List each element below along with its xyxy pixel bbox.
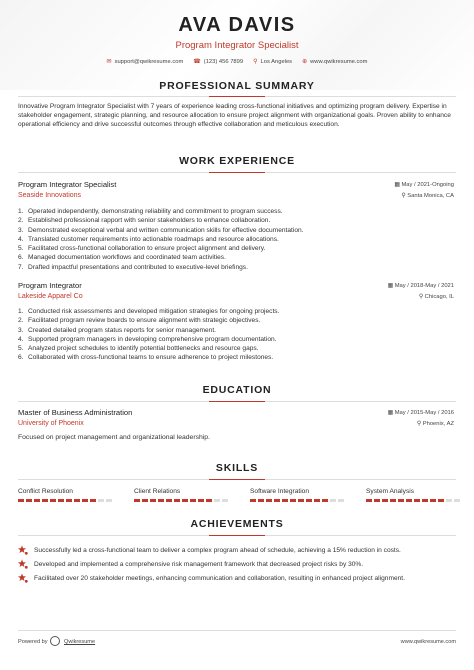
skill-segment: [50, 499, 56, 502]
skill-item: [134, 488, 228, 502]
summary-rule: [18, 96, 456, 97]
job-date: ▦ May / 2018-May / 2021: [387, 283, 454, 289]
education-description: Focused on project management and organizational leadership.: [18, 434, 210, 441]
skill-segment: [150, 499, 156, 502]
company-name: Lakeside Apparel Co: [18, 293, 83, 300]
bullet-text: Supported program managers in developing comprehensive program documentation.: [28, 335, 277, 343]
bullet-item: [18, 216, 438, 225]
summary-heading: PROFESSIONAL SUMMARY: [159, 80, 315, 92]
contact-website[interactable]: [302, 58, 367, 65]
skill-segment: [214, 499, 220, 502]
skills-rule: [18, 479, 456, 480]
skill-segment: [26, 499, 32, 502]
bullet-number: 1.: [18, 208, 24, 215]
award-star-icon: [18, 545, 28, 555]
brand-link[interactable]: Qwikresume: [64, 639, 96, 645]
education-rule: [18, 401, 456, 402]
skill-segment: [314, 499, 320, 502]
award-star-icon: [18, 559, 28, 569]
phone-icon: ☎: [193, 59, 201, 65]
contact-phone: [193, 58, 243, 65]
skill-segment: [322, 499, 328, 502]
achievement-item: [18, 545, 458, 555]
job-title: Program Integrator Specialist: [18, 180, 117, 189]
job-bullets: [18, 207, 438, 272]
skill-segment: [398, 499, 404, 502]
skill-segment: [306, 499, 312, 502]
achievement-item: [18, 573, 458, 583]
achievements-rule: [18, 535, 456, 536]
job-location: ⚲ Santa Monica, CA: [401, 193, 454, 199]
skill-segment: [274, 499, 280, 502]
skill-segment: [258, 499, 264, 502]
bullet-text: Analyzed project schedules to identify potential bottlenecks and resource gaps.: [28, 345, 259, 353]
contact-location: [253, 58, 292, 65]
bullet-item: [18, 235, 438, 244]
map-pin-icon: ⚲: [401, 193, 408, 199]
skill-segment: [298, 499, 304, 502]
bullet-item: [18, 253, 438, 262]
bullet-number: 4.: [18, 335, 24, 343]
skill-segment: [374, 499, 380, 502]
skill-label: Client Relations: [134, 488, 181, 495]
skill-segment: [166, 499, 172, 502]
skill-segment: [58, 499, 64, 502]
skill-segment: [182, 499, 188, 502]
bullet-item: [18, 263, 438, 272]
map-pin-icon: ⚲: [416, 421, 423, 427]
skill-segment: [250, 499, 256, 502]
degree: Master of Business Administration: [18, 408, 133, 417]
footer-url[interactable]: www.qwikresume.com: [400, 639, 456, 645]
calendar-icon: ▦: [387, 283, 395, 289]
skill-item: [18, 488, 112, 502]
skill-item: [250, 488, 344, 502]
map-pin-icon: ⚲: [253, 59, 258, 65]
company-name: Seaside Innovations: [18, 192, 82, 199]
skill-segment: [422, 499, 428, 502]
bullet-item: [18, 226, 438, 235]
bullet-number: 2.: [18, 317, 24, 325]
summary-text: Innovative Program Integrator Specialist with 7 years of experience leading cross-functional initiatives and optimizing program delivery. Expertise in stakeholder engagement, strategic planning, and resource allocation to ensure project alignment with organizational goals. Proven ability to enhance operational efficiency and drive successful outcomes through effective collaboration and meticulous execution.: [18, 103, 451, 128]
skill-segment: [390, 499, 396, 502]
education-location: ⚲ Phoenix, AZ: [416, 421, 454, 427]
skill-label: Conflict Resolution: [18, 488, 73, 495]
job-bullets: [18, 307, 438, 363]
bullet-text: Operated independently, demonstrating reliability and commitment to program success.: [28, 208, 283, 215]
footer: [18, 635, 456, 649]
skill-level-bar: [250, 499, 344, 502]
calendar-icon: ▦: [394, 182, 402, 188]
skill-level-bar: [18, 499, 112, 502]
qwikresume-logo-icon: [50, 636, 60, 646]
bullet-number: 5.: [18, 245, 24, 253]
skill-segment: [406, 499, 412, 502]
skill-segment: [174, 499, 180, 502]
bullet-text: Collaborated with cross-functional teams to ensure adherence to project milestones.: [28, 354, 274, 362]
skill-segment: [106, 499, 112, 502]
achievement-text: Developed and implemented a comprehensive risk management framework that decreased project risks by 30%.: [34, 560, 364, 568]
skill-segment: [446, 499, 452, 502]
skill-segment: [330, 499, 336, 502]
calendar-icon: ▦: [387, 410, 395, 416]
award-star-icon: [18, 573, 28, 583]
bullet-number: 6.: [18, 354, 24, 362]
bullet-number: 2.: [18, 217, 24, 225]
skill-level-bar: [366, 499, 460, 502]
contact-bar: [0, 58, 474, 65]
candidate-name: AVA DAVIS: [178, 14, 296, 36]
phone-text: (123) 456 7899: [203, 58, 244, 65]
bullet-text: Managed documentation workflows and coordinated team activities.: [28, 254, 226, 262]
email-text[interactable]: support@qwikresume.com: [114, 58, 184, 65]
skill-item: [366, 488, 460, 502]
skill-level-bar: [134, 499, 228, 502]
skill-segment: [66, 499, 72, 502]
bullet-number: 3.: [18, 226, 24, 234]
skill-segment: [338, 499, 344, 502]
bullet-item: [18, 326, 438, 335]
school-name: University of Phoenix: [18, 420, 84, 427]
envelope-icon: ✉: [106, 59, 112, 65]
job-location: ⚲ Chicago, IL: [418, 294, 454, 300]
skill-segment: [74, 499, 80, 502]
website-text[interactable]: www.qwikresume.com: [310, 58, 368, 65]
candidate-title: Program Integrator Specialist: [175, 40, 299, 51]
skill-segment: [82, 499, 88, 502]
bullet-number: 4.: [18, 235, 24, 243]
skill-label: System Analysis: [366, 488, 415, 495]
bullet-item: [18, 344, 438, 353]
bullet-number: 7.: [18, 263, 24, 271]
footer-divider: [18, 630, 456, 631]
skill-segment: [198, 499, 204, 502]
achievement-item: [18, 559, 458, 569]
skill-segment: [282, 499, 288, 502]
bullet-text: Demonstrated exceptional verbal and written communication skills for effective documentation.: [28, 226, 304, 234]
skill-segment: [134, 499, 140, 502]
bullet-text: Established professional rapport with senior stakeholders to enhance collaboration.: [28, 217, 271, 225]
education-date: ▦ May / 2015-May / 2016: [387, 410, 454, 416]
experience-rule: [18, 172, 456, 173]
bullet-number: 6.: [18, 254, 24, 262]
bullet-item: [18, 244, 438, 253]
bullet-number: 3.: [18, 326, 24, 334]
bullet-item: [18, 353, 438, 362]
skill-segment: [98, 499, 104, 502]
skills-heading: SKILLS: [215, 462, 259, 474]
bullet-number: 5.: [18, 345, 24, 353]
map-pin-icon: ⚲: [418, 294, 425, 300]
location-text: Los Angeles: [260, 58, 293, 65]
bullet-number: 1.: [18, 308, 24, 315]
skill-segment: [18, 499, 24, 502]
skill-segment: [414, 499, 420, 502]
job-date: ▦ May / 2021-Ongoing: [394, 182, 454, 188]
achievements-heading: ACHIEVEMENTS: [190, 518, 284, 530]
skill-label: Software Integration: [250, 488, 310, 495]
globe-icon: ⊕: [302, 59, 308, 65]
job-title: Program Integrator: [18, 281, 82, 290]
skill-segment: [454, 499, 460, 502]
skill-segment: [222, 499, 228, 502]
skill-segment: [158, 499, 164, 502]
bullet-text: Created detailed program status reports for senior management.: [28, 326, 217, 334]
achievement-text: Facilitated over 20 stakeholder meetings, enhancing communication and collaboration, resulting in enhanced project alignment.: [34, 574, 405, 582]
skill-segment: [382, 499, 388, 502]
skill-segment: [266, 499, 272, 502]
skill-segment: [190, 499, 196, 502]
skill-segment: [42, 499, 48, 502]
bullet-item: [18, 307, 438, 316]
bullet-text: Translated customer requirements into actionable roadmaps and resource allocations.: [28, 235, 279, 243]
experience-heading: WORK EXPERIENCE: [179, 155, 295, 167]
powered-by-label: Powered by: [18, 639, 48, 645]
bullet-text: Drafted impactful presentations and contributed to executive-level briefings.: [28, 263, 248, 271]
skill-segment: [34, 499, 40, 502]
skill-segment: [142, 499, 148, 502]
skills-list: [18, 488, 456, 502]
bullet-item: [18, 335, 438, 344]
bullet-text: Facilitated program review boards to ensure alignment with strategic objectives.: [28, 317, 261, 325]
skill-segment: [366, 499, 372, 502]
achievement-text: Successfully led a cross-functional team to deliver a complex program ahead of schedule, achieving a 15% reduction in costs.: [34, 546, 401, 554]
skill-segment: [90, 499, 96, 502]
bullet-item: [18, 316, 438, 325]
skill-segment: [430, 499, 436, 502]
contact-email[interactable]: [107, 58, 184, 65]
skill-segment: [438, 499, 444, 502]
bullet-item: [18, 207, 438, 216]
education-heading: EDUCATION: [202, 384, 272, 396]
skill-segment: [206, 499, 212, 502]
bullet-text: Conducted risk assessments and developed mitigation strategies for ongoing projects.: [28, 308, 280, 315]
skill-segment: [290, 499, 296, 502]
bullet-text: Facilitated cross-functional collaboration to ensure project alignment and delivery.: [28, 245, 266, 253]
